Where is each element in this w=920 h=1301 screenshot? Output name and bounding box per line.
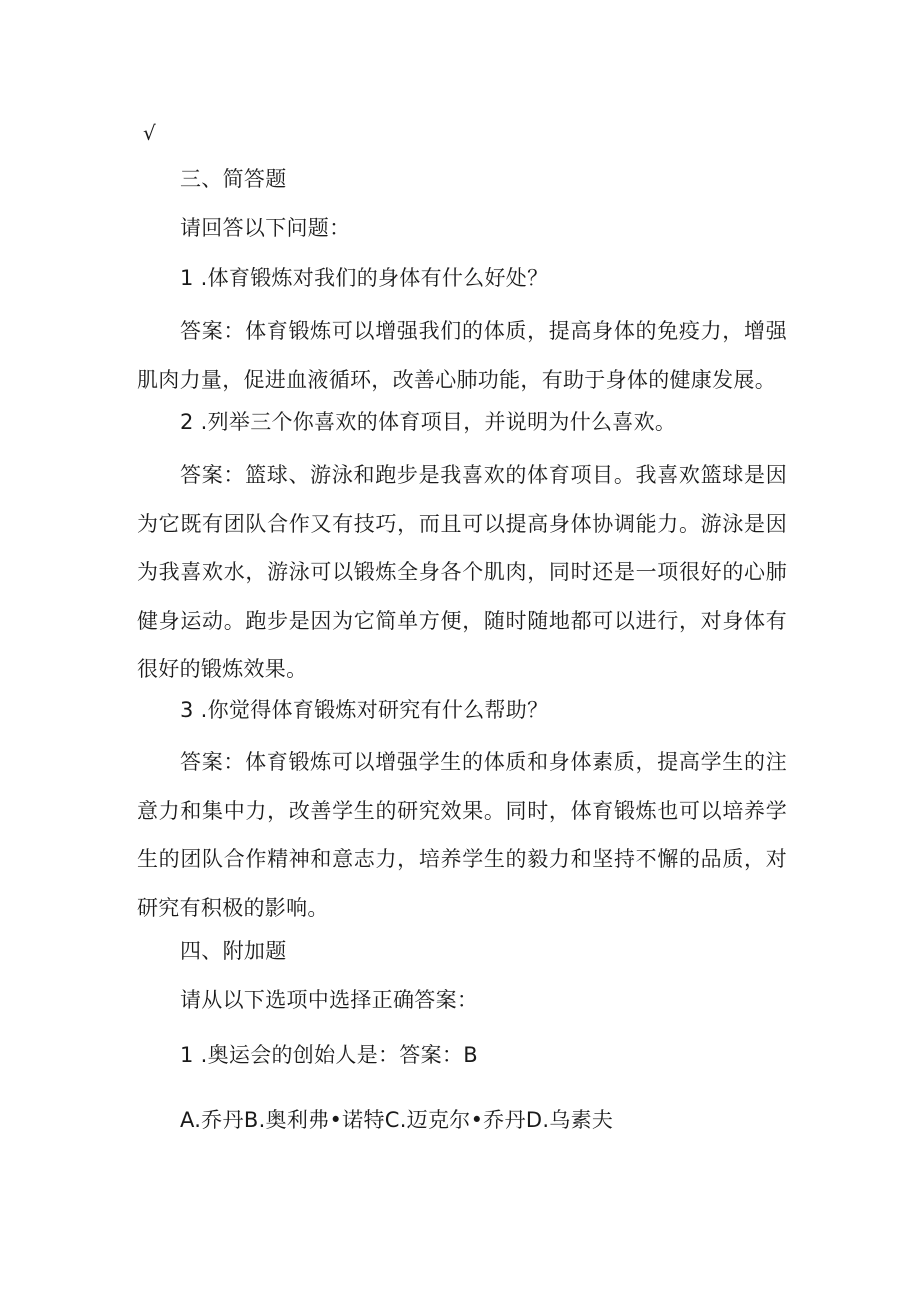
question-1: 1 .体育锻炼对我们的身体有什么好处？ (180, 266, 549, 290)
answer-2: 答案：篮球、游泳和跑步是我喜欢的体育项目。我喜欢篮球是因为它既有团队合作又有技巧，而且可以提高身体协调能力。游泳是因为我喜欢水，游泳可以锻炼全身各个肌肉，同时还是一项很好的心肺健身运动。跑步是因为它简单方便，随时随地都可以进行，对身体有很好的锻炼效果。 (137, 463, 787, 681)
section-heading-bonus: 四、附加题 (180, 939, 287, 963)
check-mark: √ (143, 121, 156, 145)
question-3: 3 .你觉得体育锻炼对研究有什么帮助？ (180, 698, 549, 722)
bonus-prompt: 请从以下选项中选择正确答案： (180, 988, 479, 1012)
question-2: 2 .列举三个你喜欢的体育项目，并说明为什么喜欢。 (180, 410, 677, 434)
section-heading-short-answer: 三、简答题 (180, 167, 287, 191)
bonus-options: A.乔丹B.奥利弗•诺特C.迈克尔•乔丹D.乌素夫 (180, 1108, 614, 1132)
bonus-question-1: 1 .奥运会的创始人是：答案：B (180, 1043, 478, 1067)
answer-3: 答案：体育锻炼可以增强学生的体质和身体素质，提高学生的注意力和集中力，改善学生的研究效果。同时，体育锻炼也可以培养学生的团队合作精神和意志力，培养学生的毅力和坚持不懈的品质，对研究有积极的影响。 (137, 750, 787, 920)
section-prompt: 请回答以下问题： (180, 216, 351, 240)
answer-1: 答案：体育锻炼可以增强我们的体质，提高身体的免疫力，增强肌肉力量，促进血液循环，改善心肺功能，有助于身体的健康发展。 (137, 319, 787, 392)
